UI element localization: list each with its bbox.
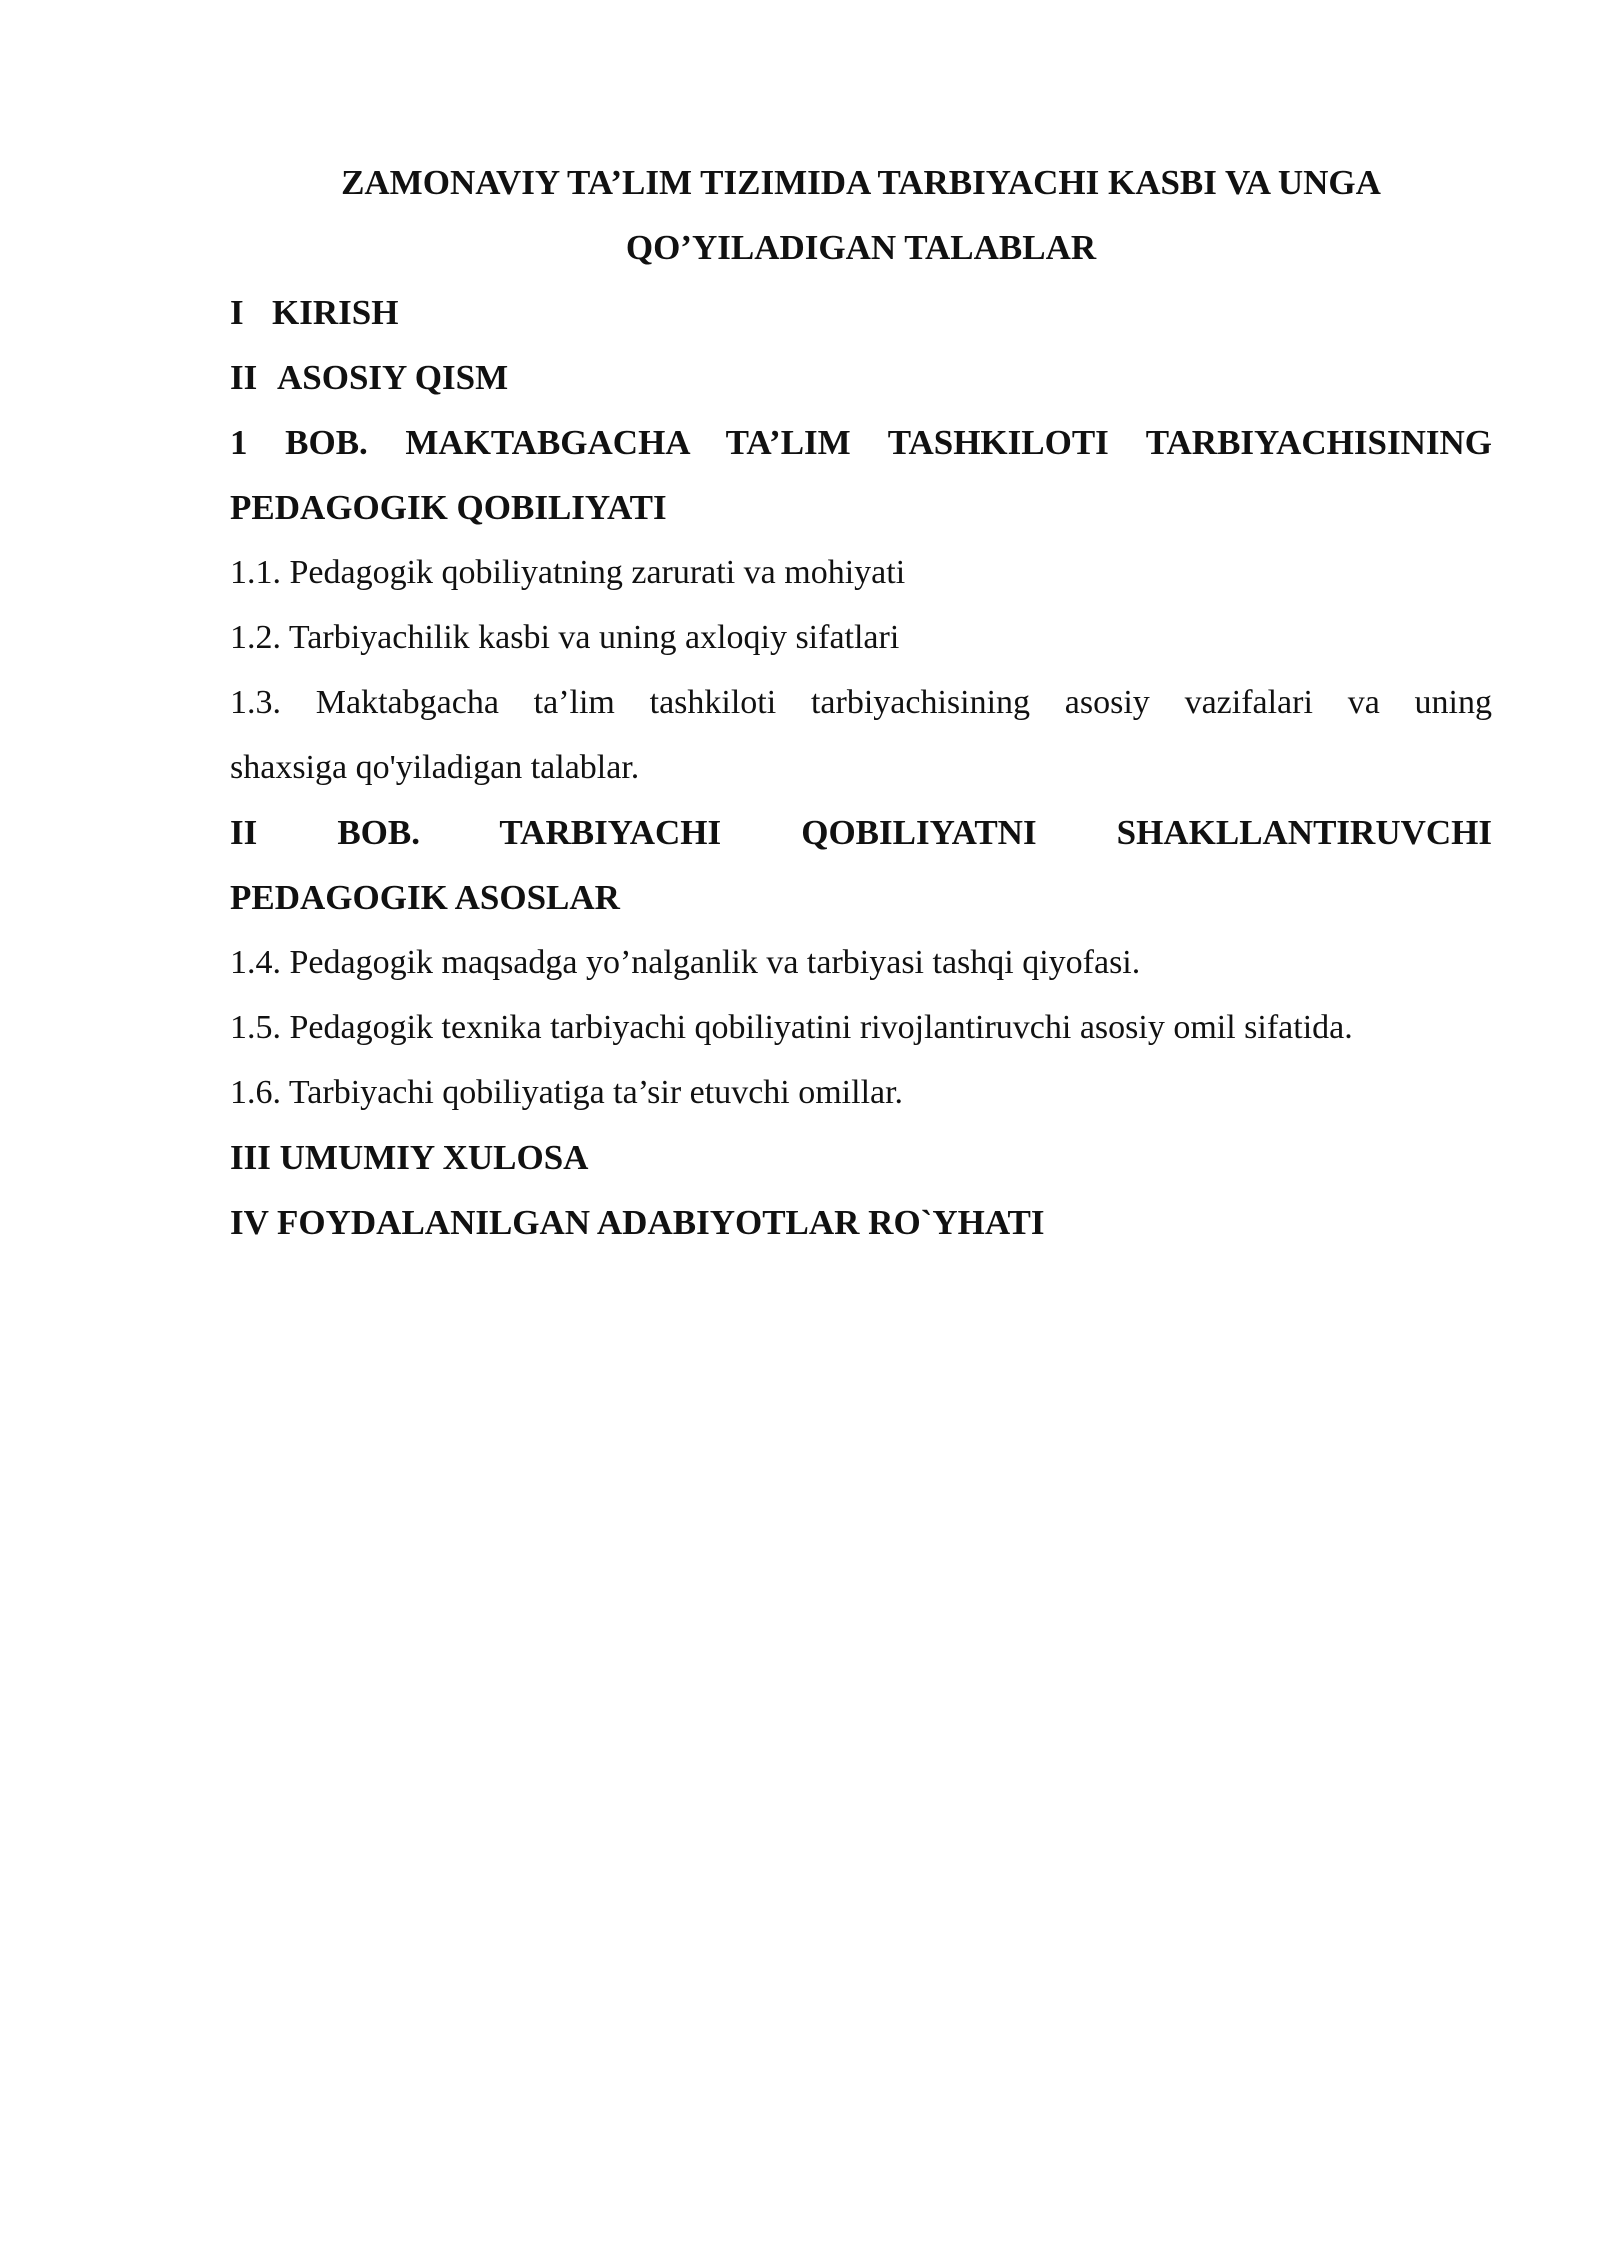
toc-bob2-line-1: II BOB. TARBIYACHI QOBILIYATNI SHAKLLANTIRUVCHI [230,813,1492,852]
toc-umumiy-xulosa: III UMUMIY XULOSA [230,1138,589,1177]
toc-section-1-1: 1.1. Pedagogik qobiliyatning zarurati va mohiyati [230,554,906,591]
title-line-2: QO’YILADIGAN TALABLAR [625,228,1097,267]
toc-bob1-line-1: 1 BOB. MAKTABGACHA TA’LIM TASHKILOTI TARBIYACHISINING [230,423,1492,462]
toc-adabiyotlar: IV FOYDALANILGAN ADABIYOTLAR RO`YHATI [230,1203,1045,1242]
toc-kirish-number: I [230,293,244,332]
toc-section-1-3-line-2: shaxsiga qo'yiladigan talablar. [230,749,640,786]
toc-section-1-4: 1.4. Pedagogik maqsadga yo’nalganlik va tarbiyasi tashqi qiyofasi. [230,944,1141,981]
toc-kirish [230,280,1492,345]
toc-section-1-3-line-1: 1.3. Maktabgacha ta’lim tashkiloti tarbiyachisining asosiy vazifalari va uning [230,684,1492,721]
document-page [230,150,1492,1255]
document-title [230,150,1492,280]
toc-asosiy-qism [230,345,1492,410]
toc-section-1-6: 1.6. Tarbiyachi qobiliyatiga ta’sir etuvchi omillar. [230,1074,904,1111]
toc-kirish-text: KIRISH [272,293,399,332]
toc-asosiy-text: ASOSIY QISM [277,358,509,397]
toc-section-1-5: 1.5. Pedagogik texnika tarbiyachi qobiliyatini rivojlantiruvchi asosiy omil sifatida. [230,1009,1353,1046]
toc-bob2-line-2: PEDAGOGIK ASOSLAR [230,878,620,917]
toc-asosiy-number: II [230,358,258,397]
title-line-1: ZAMONAVIY TA’LIM TIZIMIDA TARBIYACHI KASBI VA UNGA [341,163,1381,202]
toc-bob1-line-2: PEDAGOGIK QOBILIYATI [230,488,667,527]
toc-section-1-2: 1.2. Tarbiyachilik kasbi va uning axloqiy sifatlari [230,619,900,656]
